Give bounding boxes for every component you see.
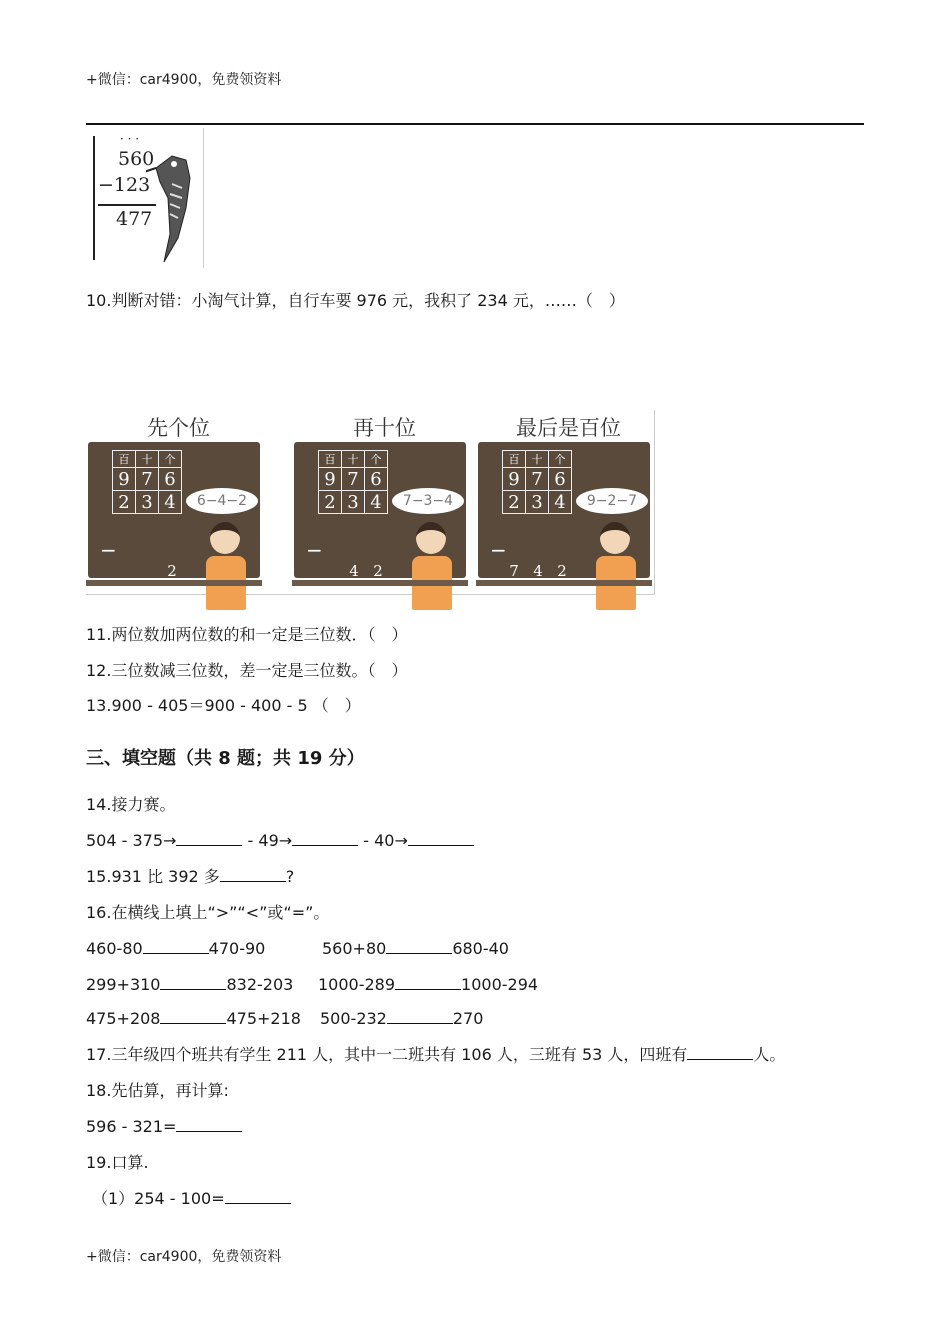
blackboard	[478, 442, 650, 578]
boy-illustration	[594, 522, 638, 622]
question-17	[86, 1044, 785, 1066]
expr: 1000-294	[461, 975, 539, 994]
result-row	[502, 562, 574, 580]
grid-cell: 3	[526, 491, 549, 514]
boy-illustration	[204, 522, 248, 622]
result-digit: 2	[373, 562, 383, 580]
grid-cell: 3	[136, 491, 159, 514]
compare-row-2b	[318, 974, 538, 996]
header-rule	[86, 123, 864, 125]
figure-edge	[203, 128, 204, 268]
panel-title: 再十位	[353, 416, 416, 440]
chain-step: - 40→	[358, 831, 408, 850]
grid-head-hundreds: 百	[319, 451, 342, 468]
grid-cell: 3	[342, 491, 365, 514]
grid-cell: 4	[365, 491, 388, 514]
question-text: 人。	[753, 1045, 786, 1064]
place-value-grid	[502, 450, 572, 514]
expr: （1）254 - 100=	[92, 1189, 225, 1208]
blackboard-subtraction-figure	[86, 410, 655, 595]
expr: 460-80	[86, 939, 143, 958]
question-11: 11.两位数加两位数的和一定是三位数．（ ）	[86, 625, 408, 644]
grid-cell: 4	[549, 491, 572, 514]
compare-row-1a	[86, 938, 265, 960]
result-digit: 7	[509, 562, 519, 580]
result-row	[318, 562, 390, 580]
question-18-expr	[86, 1116, 242, 1138]
subtrahend: −123	[98, 174, 151, 196]
board-panel-ones	[86, 410, 271, 594]
blackboard	[88, 442, 260, 578]
chalk-ledge	[476, 580, 652, 586]
grid-head-ones: 个	[159, 451, 182, 468]
grid-head-tens: 十	[136, 451, 159, 468]
result-row	[112, 562, 184, 580]
answer-blank[interactable]	[143, 939, 209, 954]
question-14-title: 14.接力赛。	[86, 795, 176, 814]
answer-blank[interactable]	[176, 831, 242, 846]
grid-head-tens: 十	[342, 451, 365, 468]
expr: 475+218	[226, 1009, 301, 1028]
question-10: 10.判断对错：小淘气计算，自行车要 976 元，我积了 234 元，……（ ）	[86, 291, 625, 310]
result-digit: 2	[557, 562, 567, 580]
question-18-title: 18.先估算，再计算:	[86, 1081, 229, 1100]
panel-title: 最后是百位	[516, 416, 621, 440]
grid-cell: 2	[113, 491, 136, 514]
result-digit	[112, 562, 136, 580]
question-15	[86, 866, 294, 888]
speech-bubble: 7−3−4	[392, 488, 464, 514]
result-digit: 2	[167, 562, 177, 580]
expr: 680-40	[452, 939, 509, 958]
difference: 477	[116, 208, 153, 230]
grid-head-ones: 个	[365, 451, 388, 468]
board-panel-tens	[292, 410, 477, 594]
expr: 299+310	[86, 975, 161, 994]
expr: 1000-289	[318, 975, 396, 994]
boy-illustration	[410, 522, 454, 622]
result-digit	[136, 562, 160, 580]
section-3-heading: 三、填空题（共 8 题；共 19 分）	[86, 748, 365, 769]
grid-cell: 4	[159, 491, 182, 514]
header-watermark: +微信：car4900，免费领资料	[86, 72, 282, 88]
result-digit	[318, 562, 342, 580]
answer-blank[interactable]	[160, 975, 226, 990]
panel-title: 先个位	[147, 416, 210, 440]
answer-blank[interactable]	[395, 975, 461, 990]
grid-cell: 6	[159, 468, 182, 491]
grid-cell: 9	[113, 468, 136, 491]
question-16-title: 16.在横线上填上“>”“<”或“=”。	[86, 903, 330, 922]
place-value-grid	[112, 450, 182, 514]
answer-blank[interactable]	[387, 1009, 453, 1024]
speech-bubble: 9−2−7	[576, 488, 648, 514]
question-text: 17.三年级四个班共有学生 211 人，其中一二班共有 106 人，三班有 53 人，四班有	[86, 1045, 688, 1064]
grid-cell: 6	[549, 468, 572, 491]
question-text: 15.931 比 392 多	[86, 867, 220, 886]
grid-head-hundreds: 百	[113, 451, 136, 468]
grid-head-tens: 十	[526, 451, 549, 468]
footer-watermark: +微信：car4900，免费领资料	[86, 1249, 282, 1265]
expr: 475+208	[86, 1009, 161, 1028]
chalk-ledge	[86, 580, 262, 586]
expr: 470-90	[208, 939, 266, 958]
grid-cell: 9	[319, 468, 342, 491]
chalk-ledge	[292, 580, 468, 586]
compare-row-3b	[320, 1008, 483, 1030]
expr: 500-232	[320, 1009, 387, 1028]
compare-row-2a	[86, 974, 293, 996]
woodpecker-icon	[146, 138, 202, 266]
grid-head-ones: 个	[549, 451, 572, 468]
question-text: ?	[285, 867, 295, 886]
answer-blank[interactable]	[225, 1189, 291, 1204]
speech-bubble: 6−4−2	[186, 488, 258, 514]
grid-cell: 6	[365, 468, 388, 491]
answer-blank[interactable]	[160, 1009, 226, 1024]
woodpecker-subtraction-figure	[86, 128, 204, 268]
expr: 832-203	[226, 975, 294, 994]
place-value-grid	[318, 450, 388, 514]
answer-blank[interactable]	[292, 831, 358, 846]
grid-cell: 7	[136, 468, 159, 491]
result-digit: 4	[349, 562, 359, 580]
expr: 596 - 321=	[86, 1117, 177, 1136]
question-19-title: 19.口算.	[86, 1153, 149, 1172]
grid-cell: 7	[526, 468, 549, 491]
answer-blank[interactable]	[408, 831, 474, 846]
chain-step: - 49→	[242, 831, 293, 850]
minuend: 560	[118, 148, 155, 170]
answer-blank[interactable]	[386, 939, 452, 954]
chain-start: 504 - 375→	[86, 831, 177, 850]
blackboard	[294, 442, 466, 578]
answer-blank[interactable]	[687, 1045, 753, 1060]
expr: 560+80	[322, 939, 387, 958]
grid-cell: 2	[319, 491, 342, 514]
grid-cell: 2	[503, 491, 526, 514]
question-19-expr	[92, 1188, 291, 1210]
question-13: 13.900 - 405＝900 - 400 - 5 （ ）	[86, 696, 361, 715]
minus-sign: −	[490, 538, 507, 562]
result-digit: 4	[533, 562, 543, 580]
borrow-dots: · · ·	[120, 132, 140, 146]
answer-blank[interactable]	[220, 867, 286, 882]
answer-blank[interactable]	[176, 1117, 242, 1132]
question-14-chain	[86, 830, 474, 852]
grid-head-hundreds: 百	[503, 451, 526, 468]
grid-cell: 9	[503, 468, 526, 491]
question-12: 12.三位数减三位数，差一定是三位数。（ ）	[86, 661, 408, 680]
compare-row-1b	[322, 938, 509, 960]
grid-cell: 7	[342, 468, 365, 491]
board-panel-hundreds	[476, 410, 661, 594]
minus-sign: −	[306, 538, 323, 562]
compare-row-3a	[86, 1008, 301, 1030]
figure-border-line	[93, 136, 95, 260]
minus-sign: −	[100, 538, 117, 562]
expr: 270	[452, 1009, 484, 1028]
